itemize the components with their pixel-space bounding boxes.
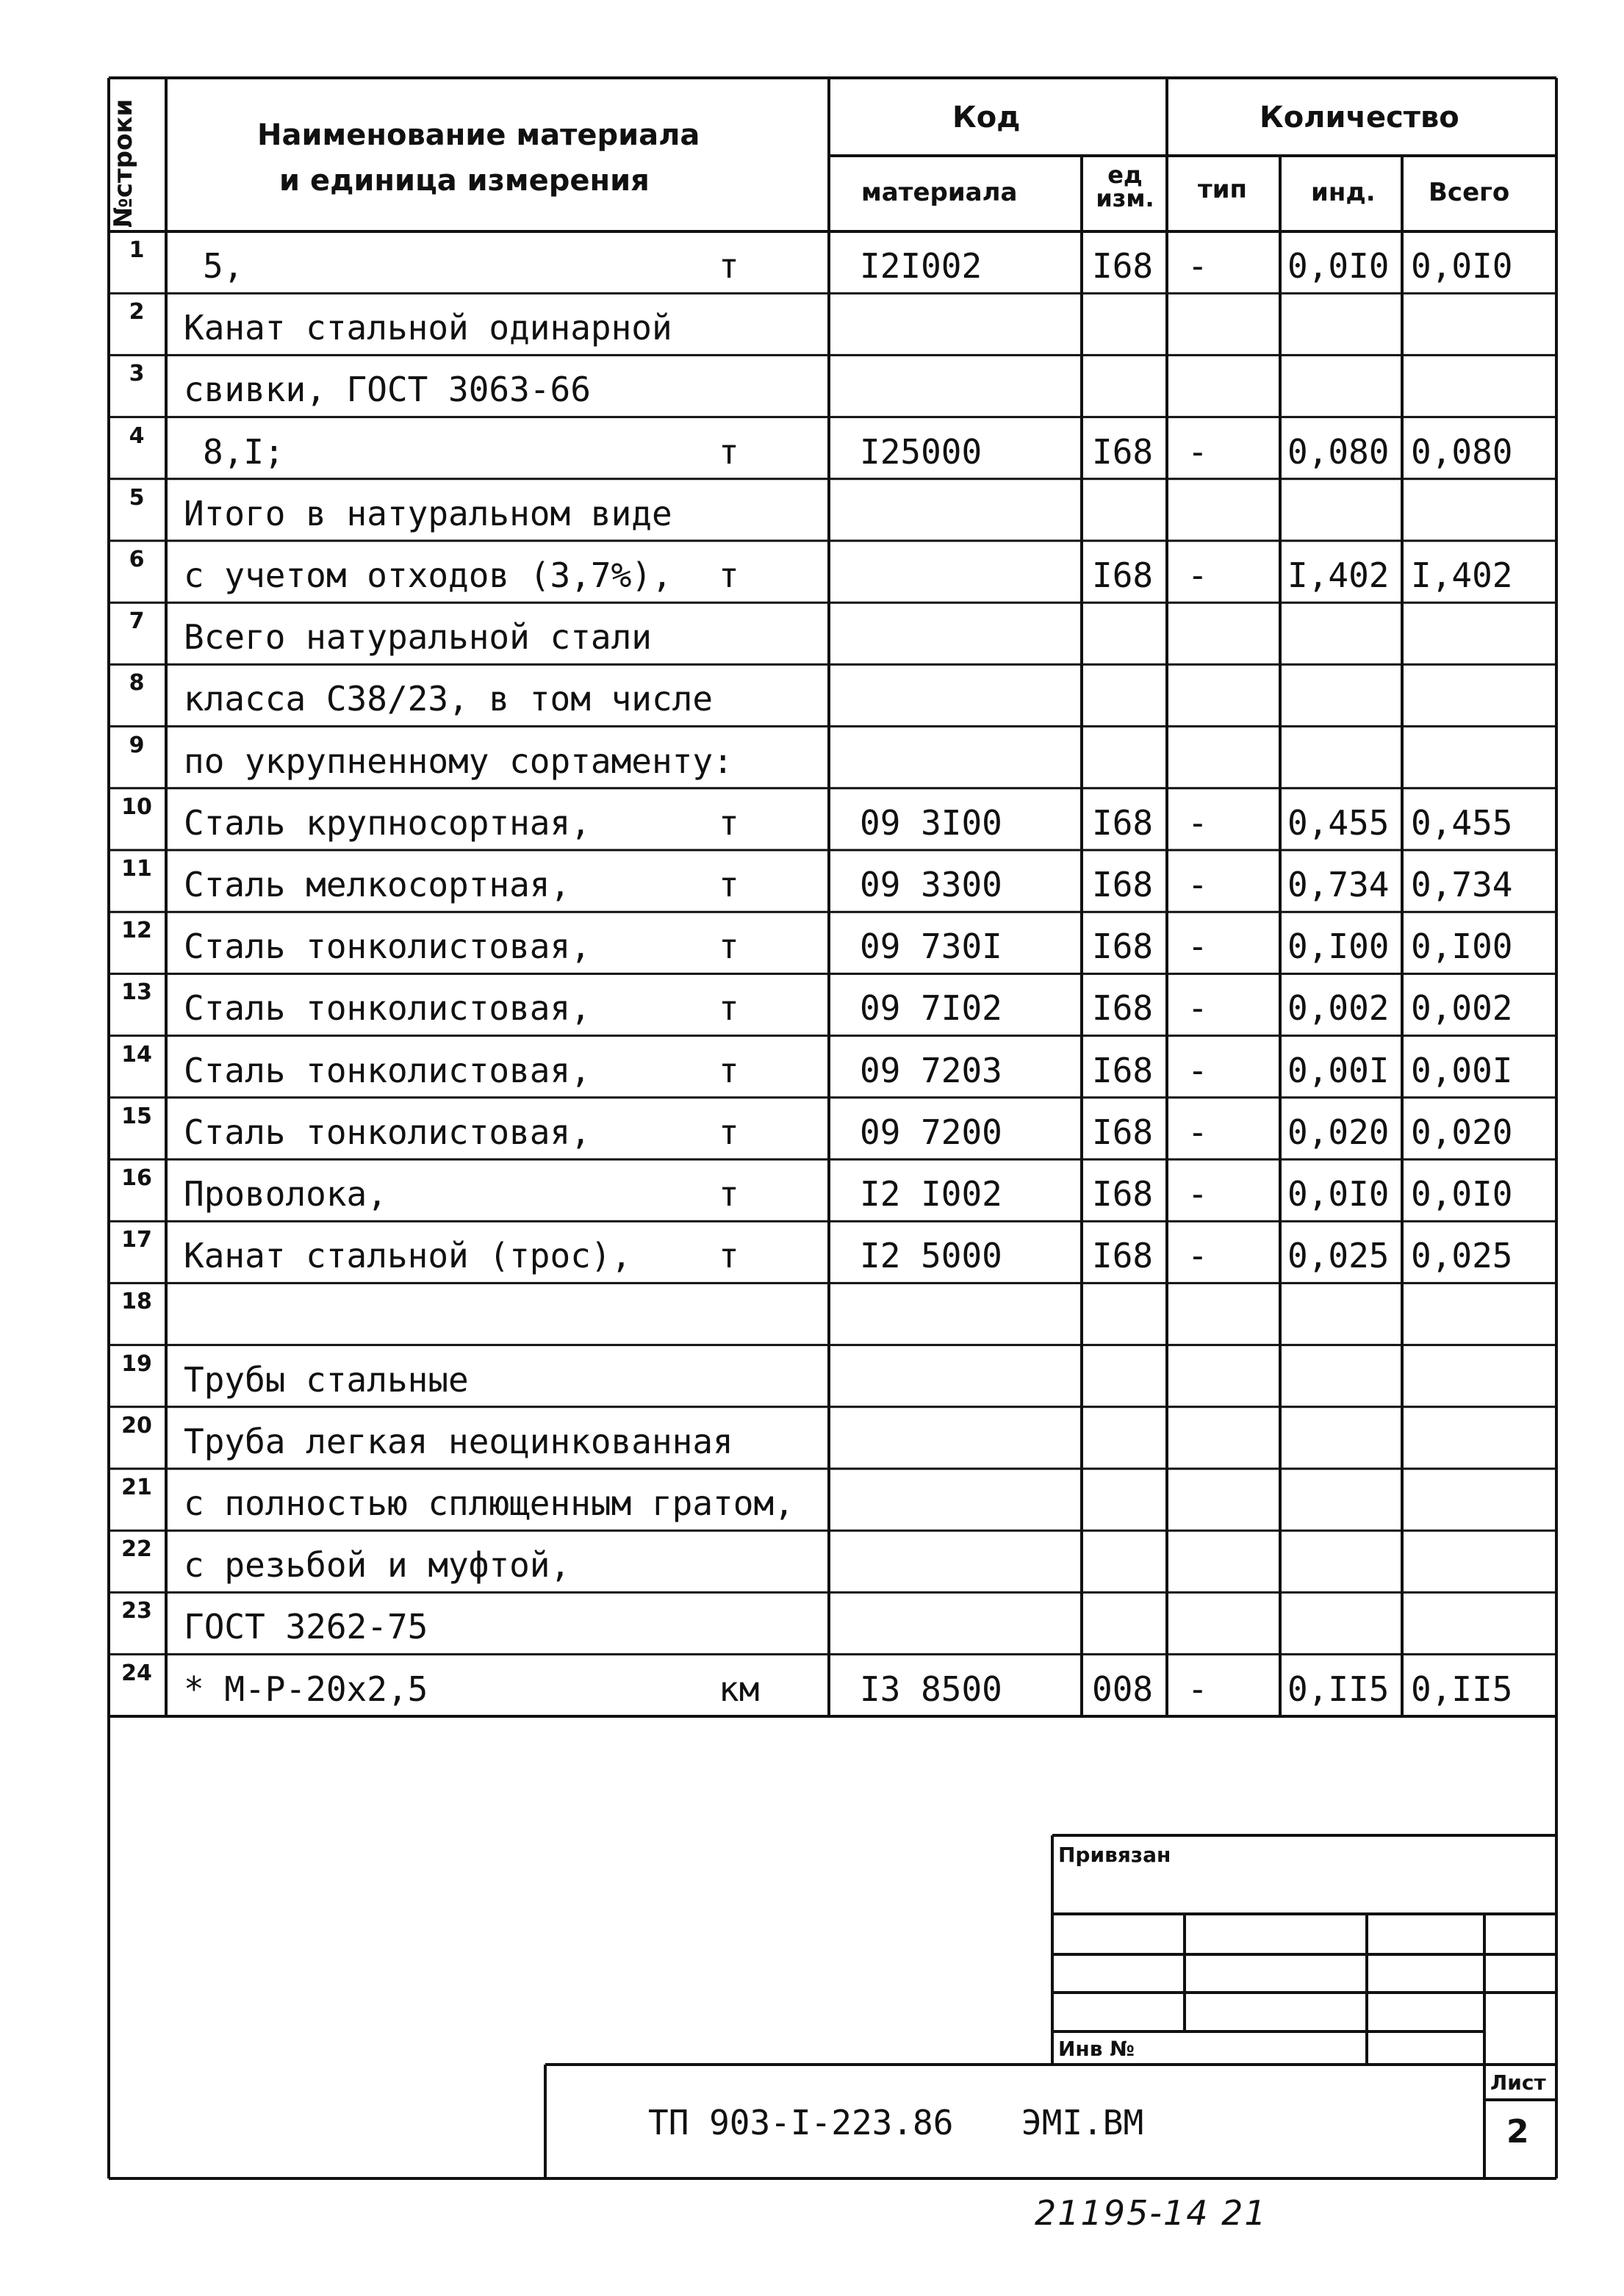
- individual-quantity: 0,002: [1287, 988, 1390, 1029]
- total-quantity: 0,025: [1411, 1236, 1513, 1276]
- material-code: 09 7203: [860, 1050, 1002, 1090]
- material-code: I25000: [860, 431, 982, 472]
- type-value: -: [1188, 988, 1208, 1029]
- unit-of-measure: т: [719, 926, 739, 967]
- total-quantity: 0,455: [1411, 802, 1513, 843]
- total-quantity: 0,0I0: [1411, 1174, 1513, 1214]
- material-code: 09 7I02: [860, 988, 1002, 1029]
- material-code: 09 3300: [860, 865, 1002, 904]
- material-code: 09 730I: [860, 926, 1002, 967]
- unit-of-measure: км: [719, 1669, 760, 1709]
- unit-of-measure: т: [719, 246, 739, 286]
- type-value: -: [1188, 926, 1208, 967]
- individual-quantity: 0,455: [1287, 802, 1390, 843]
- total-quantity: I,402: [1411, 555, 1513, 595]
- unit-code: I68: [1092, 802, 1154, 843]
- type-header: тип: [1198, 175, 1248, 204]
- row-number: 4: [129, 422, 145, 449]
- row-number: 11: [121, 856, 152, 882]
- material-name: Проволока,: [184, 1174, 387, 1214]
- material-name: Сталь мелкосортная,: [184, 865, 571, 904]
- individual-quantity: 0,II5: [1287, 1669, 1390, 1709]
- type-value: -: [1188, 1669, 1208, 1709]
- specification-sheet: №строки Наименование материала и единица измерения Код Количество материала ед изм. тип инд. Всего 1 5, т I2I002 I68 - 0,0I0 0,0I0 2 Канат стальной одинарной 3 свивки, ГОСТ 3063-66 4 8,I; т I25000 I68 - 0,080 0,080 5 Итого в натуральном виде 6 с учетом отходов (3,7%), т I68 - I,402 I,402 7 Всего натуральной стали 8 класса С38/23, в том числе 9 по укрупненному сортаменту: 10 Сталь крупносортная, т 09 3I00 I68 - 0,455 0,455 11 Сталь мелкосортная, т 09 3300 I68 - 0,734 0,734 12 Сталь тонколистовая, т 09 730I I68 - 0,I00 0,I00 13 Сталь тонколистовая, т 09 7I02 I68 - 0,002 0,002 14 Сталь тонколистовая, т 09 7203 I68 - 0,00I 0,00I 15 Сталь тонколистовая, т 09 7200 I68 - 0,020 0,020 16 Проволока, т I2 I002 I68 - 0,0I0 0,0I0 17 Канат стальной (трос), т I2 5000 I68 - 0,025 0,025 18 19 Трубы стальные 20 Труба легкая неоцинкованная 21 с полностью сплющенным гратом, 22 с резьбой и муфтой, 23 ГОСТ 3262-75 24 * М-Р-20х2,5 км I3 8500 008 - 0,II5 0,II5 Привязан Инв № Лист 2 ТП 903-I-223.86 ЭМI.ВМ 21195-14 21: [0, 0, 1624, 2296]
- material-name: Трубы стальные: [184, 1359, 469, 1400]
- row-number: 15: [121, 1103, 152, 1129]
- type-value: -: [1188, 865, 1208, 904]
- individual-quantity: 0,0I0: [1287, 246, 1390, 286]
- material-code: 09 3I00: [860, 802, 1002, 843]
- row-number: 23: [121, 1598, 152, 1624]
- ind-header: инд.: [1311, 178, 1376, 207]
- row-number: 5: [129, 484, 145, 511]
- material-name: Итого в натуральном виде: [184, 493, 672, 533]
- unit-code: I68: [1092, 1174, 1154, 1214]
- material-name: с полностью сплющенным гратом,: [184, 1483, 794, 1523]
- individual-quantity: 0,025: [1287, 1236, 1390, 1276]
- row-number: 24: [121, 1660, 152, 1686]
- material-name: Сталь тонколистовая,: [184, 988, 591, 1029]
- total-quantity: 0,II5: [1411, 1669, 1513, 1709]
- unit-code: I68: [1092, 988, 1154, 1029]
- document-mark: ЭМI.ВМ: [1021, 2103, 1144, 2142]
- row-number: 1: [129, 237, 145, 263]
- unit-code: I68: [1092, 1050, 1154, 1090]
- material-name: Сталь тонколистовая,: [184, 926, 591, 967]
- unit-code: I68: [1092, 1236, 1154, 1276]
- row-number: 21: [121, 1475, 152, 1500]
- total-quantity: 0,734: [1411, 865, 1513, 904]
- material-name: по укрупненному сортаменту:: [184, 741, 733, 781]
- type-value: -: [1188, 1174, 1208, 1214]
- inventory-number-label: Инв №: [1058, 2037, 1135, 2061]
- unit-header: ед изм.: [1096, 161, 1154, 212]
- material-name: Сталь тонколистовая,: [184, 1112, 591, 1152]
- row-number: 12: [121, 918, 152, 944]
- row-number: 18: [121, 1289, 152, 1315]
- row-number: 6: [129, 547, 145, 572]
- row-number: 10: [121, 793, 152, 820]
- individual-quantity: I,402: [1287, 555, 1390, 595]
- unit-of-measure: т: [719, 555, 739, 595]
- unit-of-measure: т: [719, 1112, 739, 1152]
- material-code: I3 8500: [860, 1669, 1002, 1709]
- type-value: -: [1188, 1112, 1208, 1152]
- row-number: 22: [121, 1536, 152, 1563]
- row-number: 13: [121, 979, 152, 1006]
- individual-quantity: 0,I00: [1287, 926, 1390, 967]
- unit-code: I68: [1092, 555, 1154, 595]
- material-name: Сталь крупносортная,: [184, 802, 591, 843]
- row-number: 16: [121, 1165, 152, 1191]
- unit-of-measure: т: [719, 865, 739, 904]
- row-number: 8: [129, 670, 145, 697]
- material-name: Канат стальной одинарной: [184, 308, 672, 348]
- attached-label: Привязан: [1058, 1843, 1171, 1867]
- type-value: -: [1188, 1236, 1208, 1276]
- sheet-number: 2: [1506, 2113, 1529, 2151]
- type-value: -: [1188, 246, 1208, 286]
- row-number: 3: [129, 361, 145, 387]
- material-name: класса С38/23, в том числе: [184, 679, 714, 719]
- unit-code: I68: [1092, 1112, 1154, 1152]
- total-quantity: 0,00I: [1411, 1050, 1513, 1090]
- unit-of-measure: т: [719, 988, 739, 1029]
- unit-of-measure: т: [719, 1236, 739, 1276]
- unit-code: I68: [1092, 431, 1154, 472]
- total-quantity: 0,080: [1411, 431, 1513, 472]
- total-quantity: 0,002: [1411, 988, 1513, 1029]
- row-number: 19: [121, 1350, 152, 1377]
- type-value: -: [1188, 802, 1208, 843]
- individual-quantity: 0,734: [1287, 865, 1390, 904]
- unit-of-measure: т: [719, 431, 739, 472]
- material-code: I2 5000: [860, 1236, 1002, 1276]
- material-header: материала: [861, 178, 1018, 207]
- row-number: 7: [129, 608, 145, 635]
- unit-of-measure: т: [719, 802, 739, 843]
- material-code: I2 I002: [860, 1174, 1002, 1214]
- material-name: Труба легкая неоцинкованная: [184, 1421, 733, 1461]
- material-name: ГОСТ 3262-75: [184, 1607, 428, 1647]
- material-name: свивки, ГОСТ 3063-66: [184, 370, 591, 410]
- individual-quantity: 0,080: [1287, 431, 1390, 472]
- material-name: с резьбой и муфтой,: [184, 1545, 571, 1586]
- type-value: -: [1188, 431, 1208, 472]
- footer-note: 21195-14 21: [1035, 2193, 1268, 2233]
- unit-of-measure: т: [719, 1174, 739, 1214]
- individual-quantity: 0,00I: [1287, 1050, 1390, 1090]
- total-header: Всего: [1429, 178, 1510, 207]
- total-quantity: 0,I00: [1411, 926, 1513, 967]
- material-name: 8,I;: [203, 431, 284, 472]
- row-number: 17: [121, 1227, 152, 1253]
- code-header: Код: [952, 101, 1021, 134]
- total-quantity: 0,020: [1411, 1112, 1513, 1152]
- unit-code: I68: [1092, 246, 1154, 286]
- material-code: 09 7200: [860, 1112, 1002, 1152]
- material-name: Всего натуральной стали: [184, 617, 652, 658]
- unit-code: 008: [1092, 1669, 1154, 1709]
- quantity-header: Количество: [1260, 101, 1459, 134]
- sheet-label: Лист: [1490, 2070, 1546, 2095]
- individual-quantity: 0,020: [1287, 1112, 1390, 1152]
- material-name: 5,: [203, 246, 244, 286]
- unit-of-measure: т: [719, 1050, 739, 1090]
- row-number: 20: [121, 1412, 152, 1439]
- material-name: * М-Р-20х2,5: [184, 1669, 428, 1709]
- type-value: -: [1188, 555, 1208, 595]
- row-number: 9: [129, 732, 145, 758]
- material-name: с учетом отходов (3,7%),: [184, 555, 672, 595]
- document-code: ТП 903-I-223.86: [648, 2103, 954, 2142]
- row-number: 2: [129, 299, 145, 325]
- total-quantity: 0,0I0: [1411, 246, 1513, 286]
- material-name: Канат стальной (трос),: [184, 1236, 632, 1276]
- type-value: -: [1188, 1050, 1208, 1090]
- material-name: Сталь тонколистовая,: [184, 1050, 591, 1090]
- individual-quantity: 0,0I0: [1287, 1174, 1390, 1214]
- name-header-line2: и единица измерения: [279, 164, 650, 198]
- unit-code: I68: [1092, 865, 1154, 904]
- row-number: 14: [121, 1041, 152, 1068]
- material-code: I2I002: [860, 246, 982, 286]
- name-header-line1: Наименование материала: [257, 118, 700, 152]
- unit-code: I68: [1092, 926, 1154, 967]
